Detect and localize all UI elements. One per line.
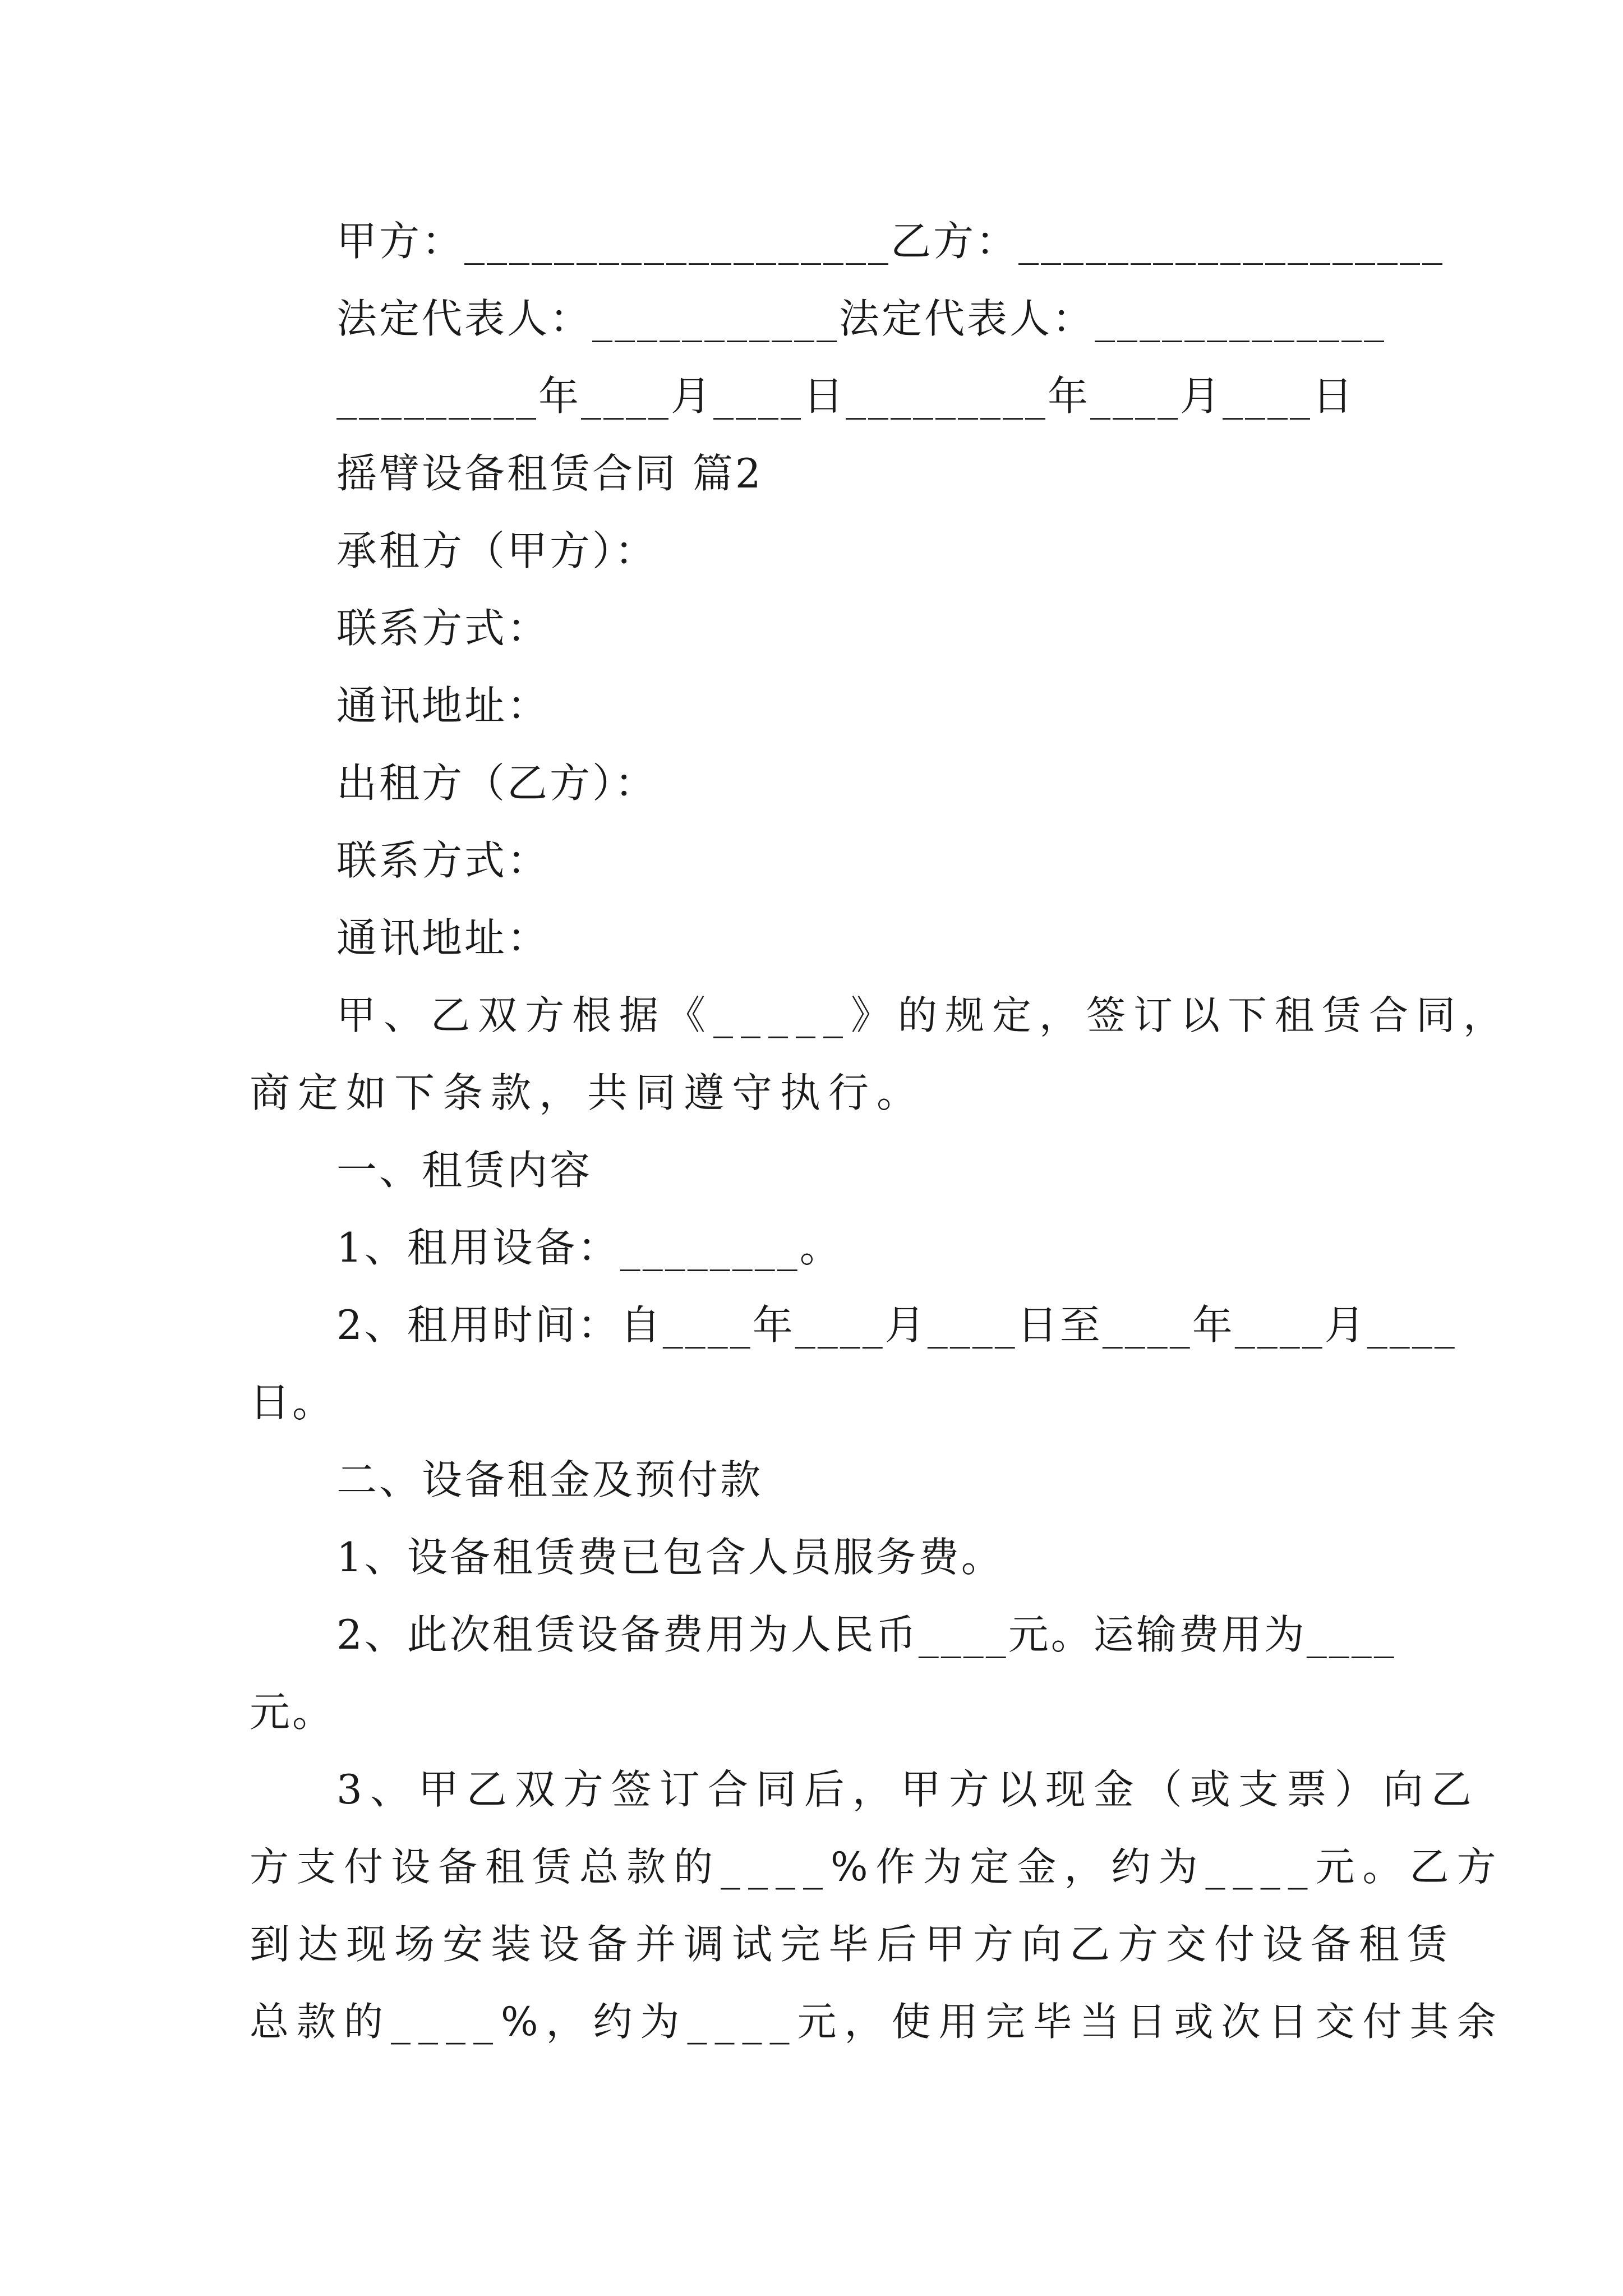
- party-names-line: 甲方：___________________乙方：___________________: [336, 218, 1445, 265]
- lessee-address-label: 通讯地址：: [336, 682, 550, 729]
- section-1-heading: 一、租赁内容: [336, 1147, 593, 1194]
- preamble-line-2: 商定如下条款，共同遵守执行。: [250, 1069, 925, 1116]
- lessor-label: 出租方（乙方）：: [336, 760, 658, 807]
- clause-1-2-line-2: 日。: [250, 1379, 335, 1426]
- lessee-label: 承租方（甲方）：: [336, 527, 658, 574]
- signature-date-line: _________年____月____日_________年____月____日: [336, 372, 1355, 420]
- clause-2-2-line-2: 元。: [250, 1688, 335, 1736]
- clause-2-3-line-1: 3、甲乙双方签订合同后，甲方以现金（或支票）向乙: [336, 1766, 1479, 1813]
- clause-2-1: 1、设备租赁费已包含人员服务费。: [336, 1534, 1004, 1581]
- lessee-contact-label: 联系方式：: [336, 605, 550, 652]
- clause-2-3-line-3: 到达现场安装设备并调试完毕后甲方向乙方交付设备租赁: [250, 1921, 1456, 1968]
- clause-1-2-line-1: 2、租用时间：自____年____月____日至____年____月____: [336, 1301, 1457, 1349]
- clause-2-3-line-2: 方支付设备租赁总款的____%作为定金，约为____元。乙方: [250, 1844, 1504, 1890]
- contract-title: 摇臂设备租赁合同 篇2: [336, 450, 763, 497]
- section-2-heading: 二、设备租金及预付款: [336, 1456, 763, 1503]
- clause-2-2-line-1: 2、此次租赁设备费用为人民币____元。运输费用为____: [336, 1611, 1396, 1658]
- preamble-line-1: 甲、乙双方根据《_____》的规定，签订以下租赁合同，: [336, 992, 1510, 1038]
- clause-2-3-line-4: 总款的____%，约为____元，使用完毕当日或次日交付其余: [250, 1999, 1504, 2045]
- legal-representative-line: 法定代表人：___________法定代表人：_____________: [336, 295, 1387, 342]
- lessor-address-label: 通讯地址：: [336, 914, 550, 961]
- lessor-contact-label: 联系方式：: [336, 837, 550, 884]
- clause-1-1: 1、租用设备：________。: [336, 1224, 842, 1271]
